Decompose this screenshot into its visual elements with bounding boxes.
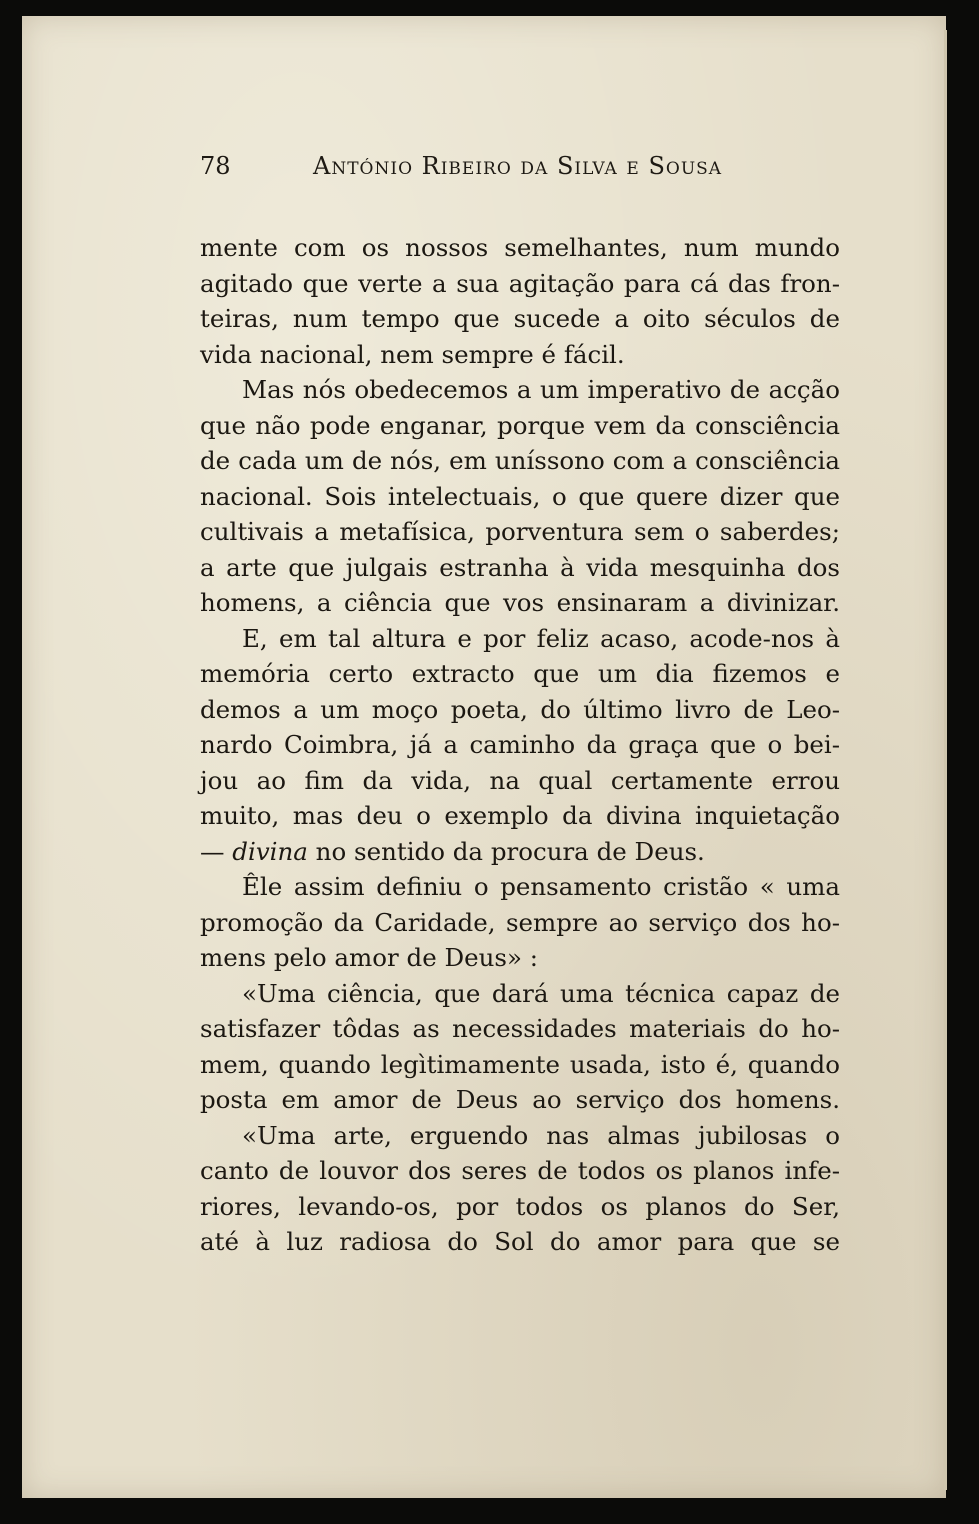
body-text (200, 230, 840, 1260)
running-head: António Ribeiro da Silva e Sousa (313, 152, 723, 180)
text-line: E, em tal altura e por feliz acaso, acode-nos à (242, 623, 840, 653)
italic-word: divina (232, 836, 308, 866)
text-line: mente com os nossos semelhantes, num mundo (200, 233, 840, 262)
text-line: vida nacional, nem sempre é fácil. (200, 339, 625, 369)
text-line: Êle assim definiu o pensamento cristão « uma (242, 872, 840, 901)
text-line: nacional. Sois intelectuais, o que quere dizer que (200, 481, 840, 511)
text-line: homens, a ciência que vos ensinaram a divinizar. (200, 588, 840, 617)
text-line: agitado que verte a sua agitação para cá das fron- (200, 268, 840, 298)
text-line: muito, mas deu o exemplo da divina inquietação (200, 801, 840, 830)
text-line: mens pelo amor de Deus» : (200, 943, 539, 972)
page-header (200, 150, 840, 186)
text-line: a arte que julgais estranha à vida mesquinha dos (200, 552, 840, 582)
text-line: posta em amor de Deus ao serviço dos homens. (200, 1085, 840, 1114)
text-line: promoção da Caridade, sempre ao serviço dos ho- (200, 907, 840, 937)
page-number: 78 (200, 152, 231, 180)
text-line: jou ao fim da vida, na qual certamente errou (200, 765, 840, 795)
text-line: que não pode enganar, porque vem da consciência (200, 410, 840, 440)
text-line: cultivais a metafísica, porventura sem o saberdes; (200, 517, 840, 546)
text-line: «Uma ciência, que dará uma técnica capaz de (242, 978, 840, 1008)
text-line: Mas nós obedecemos a um imperativo de acção (242, 375, 840, 404)
text-line: memória certo extracto que um dia fizemos e (200, 659, 840, 688)
text-line: satisfazer tôdas as necessidades materiais do ho- (200, 1014, 840, 1043)
text-line: de cada um de nós, em uníssono com a consciência (200, 446, 840, 475)
text-line (200, 834, 840, 870)
text-line: nardo Coimbra, já a caminho da graça que o bei- (200, 730, 840, 759)
line-rest: no sentido da procura de Deus. (307, 836, 705, 866)
text-line: riores, levando-os, por todos os planos do Ser, (200, 1191, 840, 1221)
text-line: demos a um moço poeta, do último livro de Leo- (200, 694, 840, 724)
dash-prefix: — (200, 836, 233, 866)
text-line: «Uma arte, erguendo nas almas jubilosas o (242, 1120, 840, 1150)
text-line: até à luz radiosa do Sol do amor para que se (200, 1227, 840, 1256)
page-edge (944, 30, 947, 1490)
text-line: mem, quando legìtimamente usada, isto é, quando (200, 1049, 840, 1079)
text-line: teiras, num tempo que sucede a oito séculos de (200, 304, 840, 333)
text-line: canto de louvor dos seres de todos os planos infe- (200, 1156, 840, 1185)
